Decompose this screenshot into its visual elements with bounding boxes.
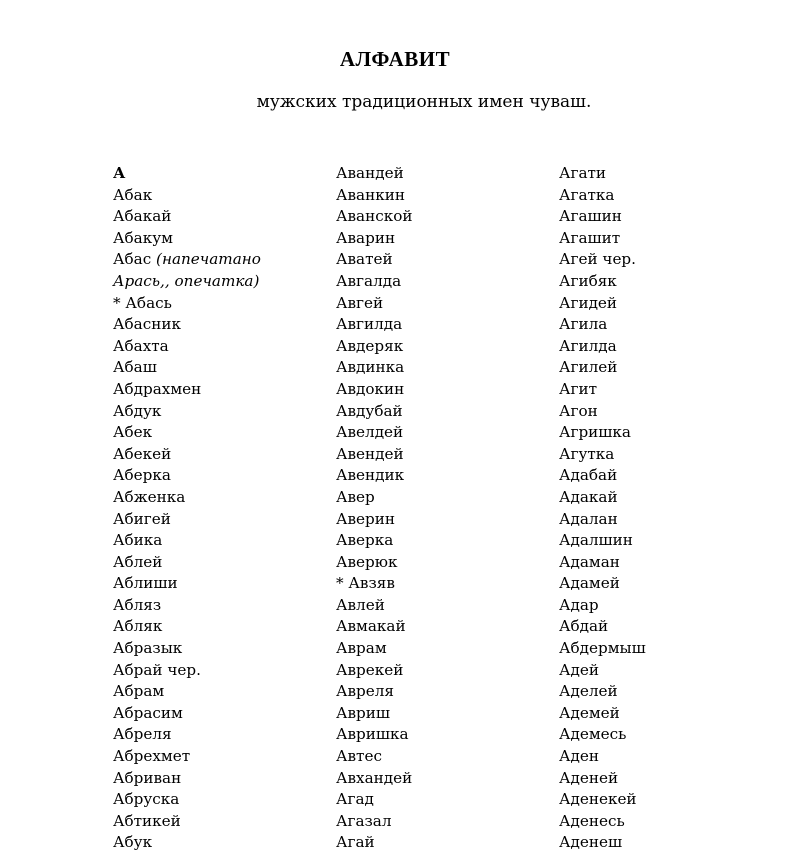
- name-entry: [336, 228, 413, 250]
- name-note: Арась,, опечатка): [113, 271, 260, 290]
- name-text: Абрам: [113, 682, 165, 701]
- name-entry: [113, 357, 261, 379]
- name-entry: [336, 249, 413, 271]
- name-entry: [336, 487, 413, 509]
- name-entry: [559, 444, 646, 466]
- name-entry: [113, 185, 261, 207]
- name-entry: [559, 832, 646, 854]
- name-entry: [559, 703, 646, 725]
- name-entry: [336, 832, 413, 854]
- name-text: Агад: [336, 790, 374, 809]
- page-subtitle: мужских традиционных имен чуваш.: [256, 92, 592, 112]
- letter-heading: [113, 163, 261, 185]
- name-text: * Авзяв: [336, 574, 395, 593]
- name-entry: [336, 530, 413, 552]
- name-text: Абдай: [559, 617, 609, 636]
- name-entry: [113, 811, 261, 833]
- name-text: Аванской: [336, 207, 413, 226]
- name-entry: [559, 660, 646, 682]
- name-entry: [336, 681, 413, 703]
- name-entry: [113, 249, 261, 271]
- name-entry: [336, 595, 413, 617]
- name-entry: [559, 249, 646, 271]
- name-text: Адар: [559, 595, 599, 614]
- name-entry: [559, 509, 646, 531]
- name-text: Авриш: [336, 703, 391, 722]
- name-entry: [336, 703, 413, 725]
- name-text: Агилей: [559, 358, 618, 377]
- name-entry: [113, 401, 261, 423]
- name-text: Авдинка: [336, 358, 405, 377]
- name-entry: [559, 811, 646, 833]
- name-text: Адалшин: [559, 531, 633, 550]
- name-entry: [559, 185, 646, 207]
- name-entry: [113, 638, 261, 660]
- name-text: Абляз: [113, 595, 162, 614]
- name-entry: [113, 681, 261, 703]
- name-entry: [113, 444, 261, 466]
- name-text: Абтикей: [113, 811, 181, 830]
- name-text: Агатка: [559, 185, 615, 204]
- names-column-1: [113, 163, 261, 854]
- name-entry: [559, 163, 646, 185]
- name-text: Аврекей: [336, 660, 404, 679]
- name-text: Авендик: [336, 466, 405, 485]
- name-entry: [336, 789, 413, 811]
- name-entry: [559, 271, 646, 293]
- name-text: Авгалда: [336, 271, 402, 290]
- name-text: Авер: [336, 487, 375, 506]
- name-entry: [336, 271, 413, 293]
- name-text: Авлей: [336, 595, 385, 614]
- name-text: Абриван: [113, 768, 182, 787]
- name-text: Абек: [113, 423, 153, 442]
- name-text: Абляк: [113, 617, 163, 636]
- name-note: (напечатано: [156, 250, 261, 269]
- name-text: Аверин: [336, 509, 396, 528]
- name-entry: [113, 789, 261, 811]
- name-entry: [559, 552, 646, 574]
- name-entry: [336, 401, 413, 423]
- name-entry: [336, 336, 413, 358]
- name-entry: [113, 595, 261, 617]
- name-text: Абакай: [113, 207, 172, 226]
- name-entry: [113, 509, 261, 531]
- names-column-3: [559, 163, 646, 854]
- name-entry: [113, 573, 261, 595]
- name-entry: [559, 379, 646, 401]
- name-text: Агилда: [559, 336, 617, 355]
- name-text: Аврам: [336, 639, 387, 658]
- name-text: Абженка: [113, 487, 186, 506]
- name-entry: [336, 746, 413, 768]
- name-entry: [336, 185, 413, 207]
- name-entry: [113, 465, 261, 487]
- name-entry: [113, 703, 261, 725]
- name-entry: [559, 530, 646, 552]
- name-entry: [559, 336, 646, 358]
- name-text: Аберка: [113, 466, 171, 485]
- page-title: АЛФАВИТ: [339, 47, 451, 72]
- name-text: Агит: [559, 379, 597, 398]
- name-entry: [336, 768, 413, 790]
- name-entry: [559, 638, 646, 660]
- name-text: Абакум: [113, 228, 173, 247]
- name-entry: [559, 314, 646, 336]
- name-text: Агей чер.: [559, 250, 636, 269]
- name-text: Абигей: [113, 509, 171, 528]
- name-text: Абекей: [113, 444, 172, 463]
- name-entry: [113, 746, 261, 768]
- name-entry: [113, 379, 261, 401]
- name-entry: [113, 768, 261, 790]
- name-text: Абасник: [113, 315, 181, 334]
- name-entry: [113, 228, 261, 250]
- name-entry: [559, 487, 646, 509]
- name-text: Аденей: [559, 768, 619, 787]
- name-entry: [113, 552, 261, 574]
- name-entry: [559, 573, 646, 595]
- name-text: Адамей: [559, 574, 620, 593]
- name-text: Адемесь: [559, 725, 627, 744]
- name-entry: [336, 638, 413, 660]
- name-entry: [113, 293, 261, 315]
- name-entry: [559, 206, 646, 228]
- name-entry: [113, 206, 261, 228]
- name-text: Аденесь: [559, 811, 625, 830]
- name-text: Абрай чер.: [113, 660, 201, 679]
- name-text: Абахта: [113, 336, 169, 355]
- name-entry: [336, 163, 413, 185]
- name-entry: [559, 789, 646, 811]
- name-text: Аварин: [336, 228, 396, 247]
- name-text: Авелдей: [336, 423, 404, 442]
- name-text: Абруска: [113, 790, 180, 809]
- name-entry: [336, 357, 413, 379]
- name-text: Агидей: [559, 293, 618, 312]
- name-entry: [559, 465, 646, 487]
- name-text: * Абась: [113, 293, 172, 312]
- name-text: Аден: [559, 747, 599, 766]
- name-text: Абика: [113, 531, 163, 550]
- name-text: Абдермыш: [559, 639, 646, 658]
- name-text: Аватей: [336, 250, 393, 269]
- name-entry: [113, 271, 261, 293]
- name-text: Аванкин: [336, 185, 405, 204]
- name-entry: [336, 509, 413, 531]
- name-entry: [113, 832, 261, 854]
- name-text: Абак: [113, 185, 153, 204]
- name-text: Авришка: [336, 725, 409, 744]
- name-entry: [559, 401, 646, 423]
- name-text: Аверюк: [336, 552, 398, 571]
- name-text: Адабай: [559, 466, 618, 485]
- name-entry: [336, 444, 413, 466]
- name-entry: [559, 595, 646, 617]
- name-text: Адаман: [559, 552, 620, 571]
- name-entry: [559, 681, 646, 703]
- name-entry: [113, 616, 261, 638]
- name-entry: [336, 724, 413, 746]
- name-entry: [559, 724, 646, 746]
- name-text: Адалан: [559, 509, 618, 528]
- name-text: Адемей: [559, 703, 620, 722]
- name-entry: [336, 660, 413, 682]
- name-entry: [559, 228, 646, 250]
- name-text: Авдубай: [336, 401, 403, 420]
- name-entry: [559, 357, 646, 379]
- name-text: Абук: [113, 833, 153, 852]
- name-entry: [336, 616, 413, 638]
- name-text: Агутка: [559, 444, 615, 463]
- name-entry: [336, 552, 413, 574]
- name-text: Адей: [559, 660, 599, 679]
- name-text: Аблиши: [113, 574, 178, 593]
- name-text: Абреля: [113, 725, 172, 744]
- name-entry: [336, 379, 413, 401]
- name-text: Агашин: [559, 207, 622, 226]
- name-entry: [559, 422, 646, 444]
- name-entry: [336, 422, 413, 444]
- name-text: Агибяк: [559, 271, 617, 290]
- name-entry: [336, 573, 413, 595]
- name-text: Абдук: [113, 401, 162, 420]
- name-text: Агати: [559, 164, 607, 182]
- name-entry: [336, 811, 413, 833]
- name-text: Агай: [336, 833, 375, 852]
- name-text: Авреля: [336, 682, 394, 701]
- name-text: Авендей: [336, 444, 404, 463]
- name-text: Агришка: [559, 423, 631, 442]
- name-text: Аденеш: [559, 833, 623, 852]
- name-text: Аделей: [559, 682, 618, 701]
- name-entry: [559, 746, 646, 768]
- name-entry: [559, 293, 646, 315]
- name-text: Авгилда: [336, 315, 403, 334]
- name-text: Абдрахмен: [113, 379, 202, 398]
- name-text: Абразык: [113, 639, 183, 658]
- name-entry: [113, 336, 261, 358]
- name-text: Авандей: [336, 164, 404, 182]
- name-text: Авдокин: [336, 379, 405, 398]
- name-entry: [113, 724, 261, 746]
- name-entry: [559, 616, 646, 638]
- name-text: Автес: [336, 747, 382, 766]
- name-entry: [113, 660, 261, 682]
- name-text: Авхандей: [336, 768, 413, 787]
- letter-heading-text: А: [113, 164, 126, 182]
- name-entry: [113, 530, 261, 552]
- name-text: Адакай: [559, 487, 618, 506]
- name-entry: [559, 768, 646, 790]
- name-text: Агила: [559, 315, 608, 334]
- name-entry: [113, 314, 261, 336]
- name-entry: [336, 465, 413, 487]
- name-entry: [113, 487, 261, 509]
- name-text: Агазал: [336, 811, 392, 830]
- name-text: Аверка: [336, 531, 394, 550]
- names-column-2: [336, 163, 413, 854]
- name-entry: [113, 422, 261, 444]
- name-text: Абрехмет: [113, 747, 191, 766]
- name-text: Авдеряк: [336, 336, 404, 355]
- name-text: Агон: [559, 401, 598, 420]
- name-text: Аблей: [113, 552, 163, 571]
- name-text: Авгей: [336, 293, 384, 312]
- name-text: Абаш: [113, 358, 157, 377]
- name-entry: [336, 314, 413, 336]
- name-text: Авмакай: [336, 617, 406, 636]
- name-text: Агашит: [559, 228, 621, 247]
- name-text: Абас: [113, 250, 152, 269]
- name-text: Абрасим: [113, 703, 183, 722]
- name-entry: [336, 206, 413, 228]
- name-text: Аденекей: [559, 790, 637, 809]
- name-entry: [336, 293, 413, 315]
